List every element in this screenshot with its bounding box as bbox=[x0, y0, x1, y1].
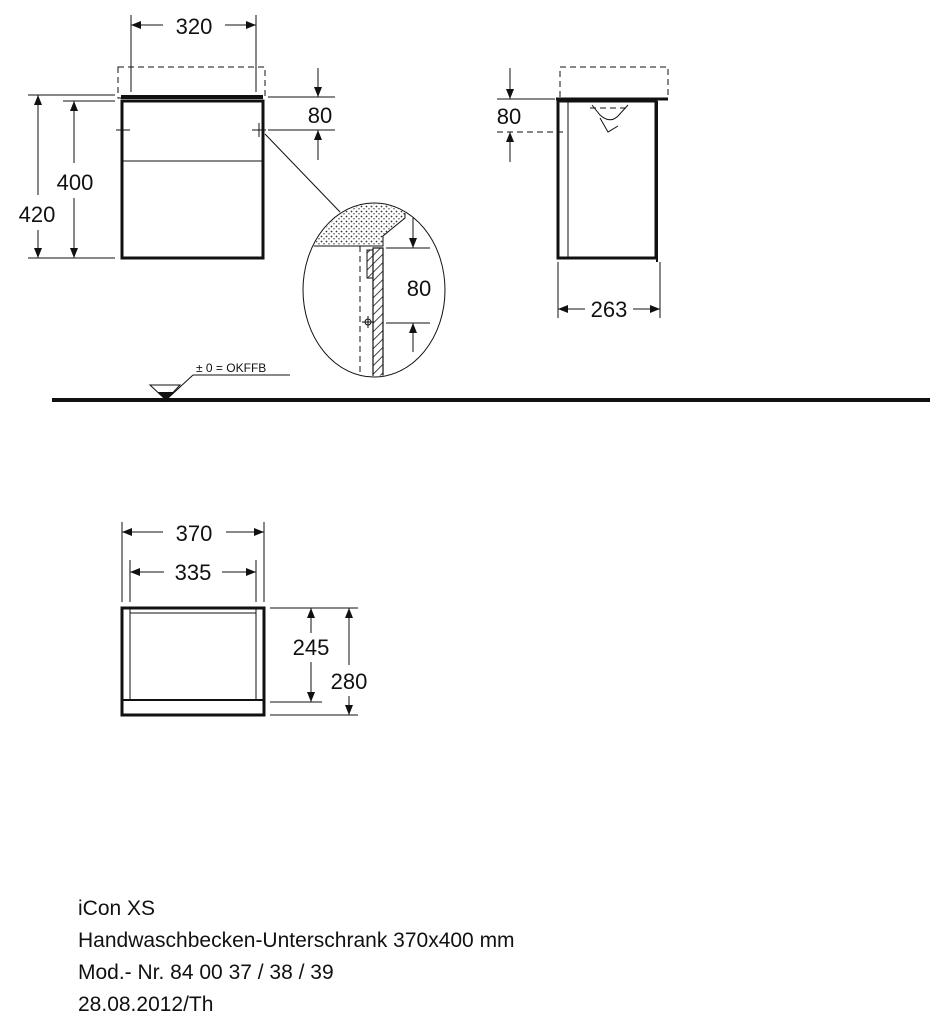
dim-side-top-offset: 80 bbox=[496, 104, 522, 129]
dim-front-height-total: 420 bbox=[18, 202, 56, 227]
dim-bottom-width-outer: 370 bbox=[175, 521, 213, 546]
front-view bbox=[19, 14, 335, 258]
floor-label: ± 0 = OKFFB bbox=[196, 361, 267, 375]
dim-front-width: 320 bbox=[175, 14, 213, 39]
model-number: Mod.- Nr. 84 00 37 / 38 / 39 bbox=[78, 961, 334, 984]
bottom-view bbox=[122, 521, 367, 715]
dim-front-height-inner: 400 bbox=[56, 170, 94, 195]
product-name: iCon XS bbox=[78, 897, 156, 920]
dim-bottom-height-inner: 245 bbox=[292, 635, 330, 660]
floor-reference bbox=[52, 361, 930, 400]
dim-bottom-height-outer: 280 bbox=[330, 669, 368, 694]
detail-view bbox=[265, 134, 445, 383]
caption-block bbox=[78, 893, 515, 1021]
dim-bottom-width-inner: 335 bbox=[174, 560, 212, 585]
drawing-date: 28.08.2012/Th bbox=[78, 993, 214, 1016]
dim-front-top-offset: 80 bbox=[307, 103, 333, 128]
product-description: Handwaschbecken-Unterschrank 370x400 mm bbox=[78, 929, 515, 952]
dim-detail-offset: 80 bbox=[406, 276, 432, 301]
dim-side-depth: 263 bbox=[590, 297, 628, 322]
side-view bbox=[497, 67, 668, 322]
